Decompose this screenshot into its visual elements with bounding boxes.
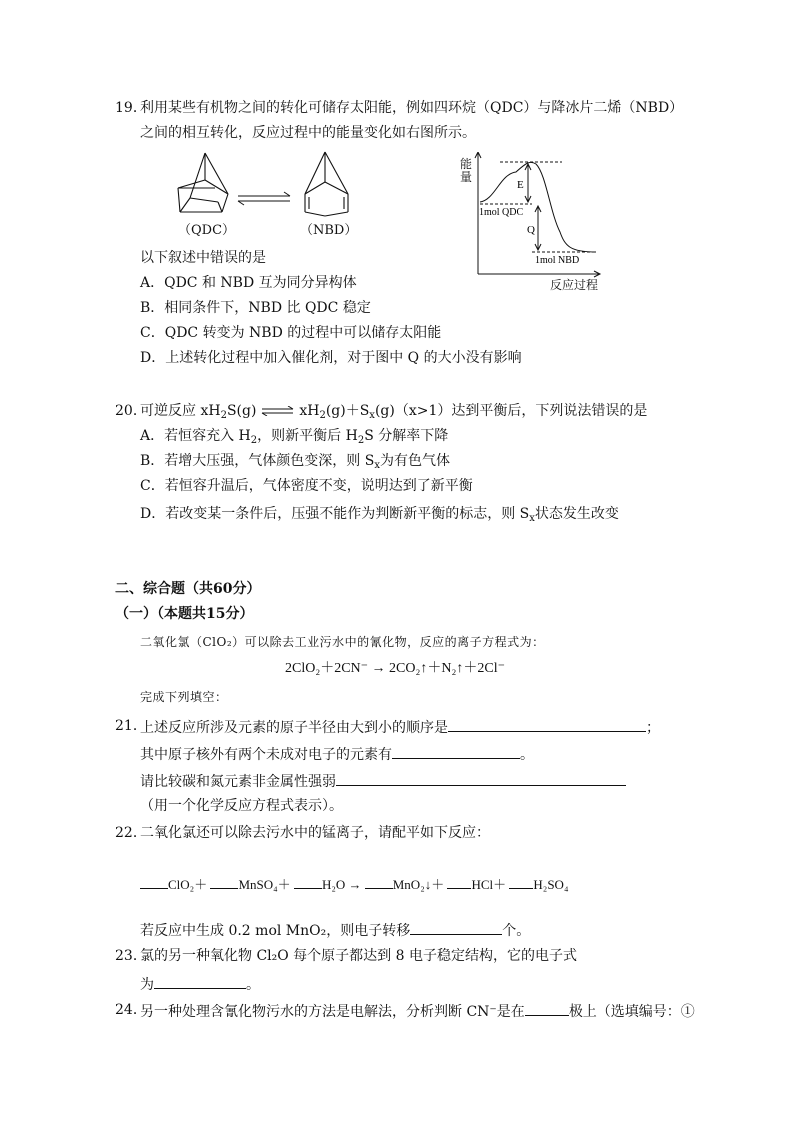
q19-option-a: A．QDC 和 NBD 互为同分异构体	[140, 275, 357, 291]
q22-coef-blank-6[interactable]	[509, 874, 533, 889]
q20-sub: 2	[357, 435, 365, 446]
energy-axis-x-label: 反应过程	[550, 278, 599, 292]
q22-equation	[140, 874, 568, 894]
q21-number: 21．	[115, 718, 147, 734]
q20-number: 20．	[115, 403, 147, 419]
energy-diagram	[450, 152, 610, 292]
q22-coef-blank-2[interactable]	[210, 874, 238, 889]
reversible-arrow-icon	[261, 406, 295, 416]
q20-sub: x	[529, 513, 535, 524]
equilibrium-arrows-icon	[238, 192, 290, 205]
q24-line1-pre: 另一种处理含氰化物污水的方法是电解法，分析判断 CN⁻是在	[140, 1004, 525, 1020]
section2-instruction: 完成下列填空：	[140, 690, 228, 704]
q21-answer-blank-3[interactable]	[336, 771, 626, 786]
q20-sub: 2	[250, 435, 258, 446]
q22-term: H₂SO₄	[533, 877, 569, 892]
section2-part1: （一）（本题共15分）	[115, 606, 254, 622]
q20-option-c: C．若恒容升温后，气体密度不变，说明达到了新平衡	[140, 478, 473, 494]
section2-intro: 二氧化氯（ClO₂）可以除去工业污水中的氰化物，反应的离子方程式为：	[140, 635, 545, 649]
q19-option-d: D．上述转化过程中加入催化剂，对于图中 Q 的大小没有影响	[140, 350, 522, 366]
q19-option-c: C．QDC 转变为 NBD 的过程中可以储存太阳能	[140, 325, 442, 341]
energy-label-nbd: 1mol NBD	[535, 255, 580, 266]
q22-line3	[140, 920, 530, 940]
qdc-label: （QDC）	[178, 223, 236, 238]
q20-optA-post: S 分解率下降	[364, 428, 449, 444]
q24-number: 24．	[115, 1002, 147, 1018]
q21-line1-text: 上述反应所涉及元素的原子半径由大到小的顺序是	[140, 720, 448, 736]
q24-line1	[140, 1001, 695, 1021]
q23-line1: 氯的另一种氧化物 Cl₂O 每个原子都达到 8 电子稳定结构，它的电子式	[140, 948, 577, 964]
q20-stem-mid1: S(g)	[226, 403, 257, 419]
q22-term: ClO₂＋	[168, 877, 208, 892]
q20-optA-mid: ，则新平衡后 H	[257, 428, 358, 444]
q21-line1-end: ；	[646, 720, 660, 736]
q21-line3-text: 请比较碳和氮元素非金属性强弱	[140, 774, 336, 790]
q22-coef-blank-3[interactable]	[294, 874, 322, 889]
q19-stem-line2: 之间的相互转化，反应过程中的能量变化如右图所示。	[140, 125, 476, 141]
energy-label-E: E	[517, 179, 524, 191]
q20-optB-post: 为有色气体	[379, 453, 450, 469]
q22-term: MnSO₄＋	[238, 877, 291, 892]
q20-optD-pre: D．若改变某一条件后，压强不能作为判断新平衡的标志，则 S	[140, 506, 530, 522]
nbd-label: （NBD）	[300, 223, 358, 238]
q22-term: HCl＋	[471, 877, 507, 892]
q22-coef-blank-4[interactable]	[365, 874, 393, 889]
q23-line2	[140, 974, 260, 994]
q21-line1	[140, 717, 660, 737]
q19-stem-line1: 利用某些有机物之间的转化可储存太阳能，例如四环烷（QDC）与降冰片二烯（NBD）	[140, 100, 684, 116]
section2-title: 二、综合题（共60分）	[115, 581, 261, 597]
q20-option-b	[140, 452, 450, 475]
q21-answer-blank-1[interactable]	[448, 717, 646, 732]
q22-line1: 二氧化氯还可以除去污水中的锰离子，请配平如下反应：	[140, 825, 490, 841]
q21-line3	[140, 771, 626, 791]
energy-axis-y-label: 能量	[460, 157, 473, 184]
q24-line1-post: 极上（选填编号：①	[568, 1004, 695, 1020]
energy-label-Q: Q	[527, 224, 535, 236]
q21-line2-text: 其中原子核外有两个未成对电子的元素有	[140, 747, 392, 763]
q21-line2	[140, 744, 534, 764]
q22-coef-blank-1[interactable]	[140, 874, 168, 889]
q20-option-d	[140, 505, 619, 528]
q20-stem-mid3: (g)＋S	[325, 403, 370, 419]
q20-stem-mid2: xH	[299, 403, 320, 419]
q20-stem	[140, 402, 647, 425]
q22-coef-blank-5[interactable]	[447, 874, 471, 889]
q19-prompt: 以下叙述中错误的是	[140, 250, 266, 266]
q20-sub: x	[369, 410, 375, 421]
q23-line2-pre: 为	[140, 977, 154, 993]
q21-answer-blank-2[interactable]	[392, 744, 520, 759]
q20-option-a	[140, 427, 448, 450]
q20-optA-pre: A．若恒容充入 H	[140, 428, 251, 444]
q22-number: 22．	[115, 825, 147, 841]
q20-sub: x	[374, 460, 380, 471]
q23-line2-end: 。	[246, 977, 260, 993]
q19-option-b: B．相同条件下，NBD 比 QDC 稳定	[140, 300, 371, 316]
q20-optB-pre: B．若增大压强，气体颜色变深，则 S	[140, 453, 375, 469]
q19-number: 19．	[115, 100, 147, 116]
q23-answer-blank[interactable]	[154, 974, 246, 989]
qdc-structure-icon	[178, 153, 228, 212]
section2-equation: 2ClO₂＋2CN⁻ → 2CO₂↑＋N₂↑＋2Cl⁻	[285, 661, 505, 676]
q20-sub: 2	[319, 410, 326, 421]
q21-line4: （用一个化学反应方程式表示）。	[140, 798, 343, 814]
q20-optD-post: 状态发生改变	[534, 506, 619, 522]
q23-number: 23．	[115, 948, 147, 964]
q24-answer-blank[interactable]	[525, 1001, 569, 1016]
q22-term: MnO₂↓＋	[392, 877, 445, 892]
energy-label-qdc: 1mol QDC	[479, 207, 524, 218]
q21-line2-end: 。	[520, 747, 534, 763]
q22-line3-text: 若反应中生成 0.2 mol MnO₂，则电子转移	[140, 923, 411, 939]
q22-line3-end: 个。	[502, 923, 531, 939]
q20-stem-pre: 可逆反应 xH	[140, 403, 221, 419]
q20-sub: 2	[220, 410, 227, 421]
q22-answer-blank[interactable]	[410, 920, 502, 935]
nbd-structure-icon	[305, 152, 348, 216]
q22-term: H₂O →	[321, 877, 362, 892]
q20-stem-mid4: (g)（x>1）达到平衡后，下列说法错误的是	[374, 403, 648, 419]
